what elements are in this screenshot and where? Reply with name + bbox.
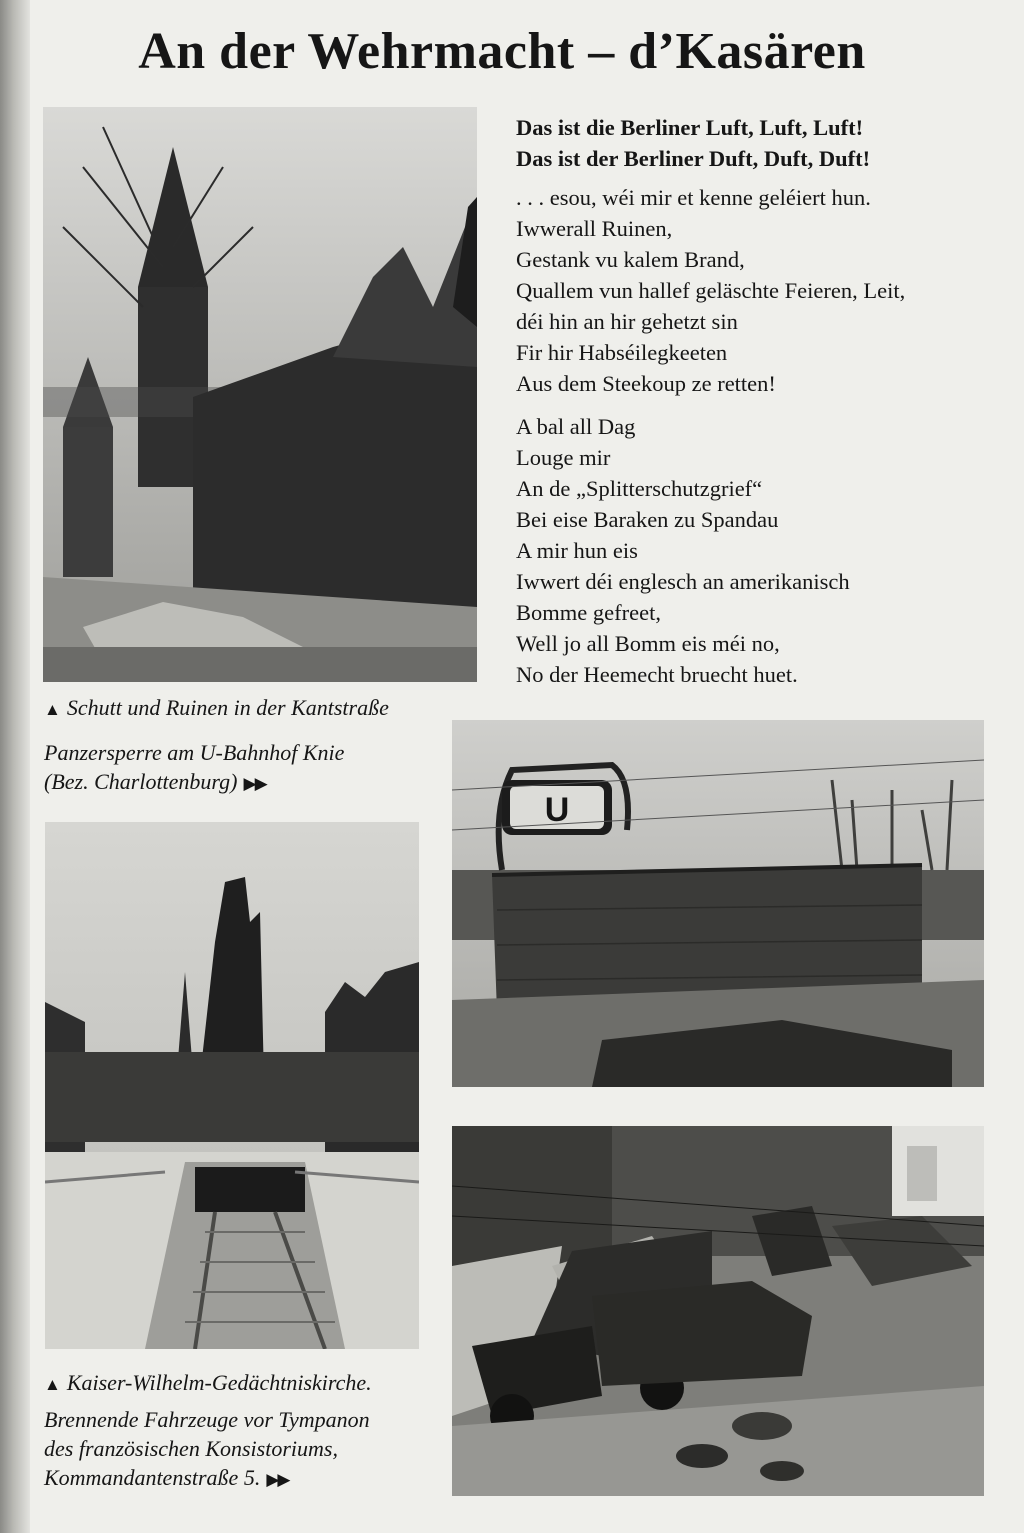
photo-ubahnhof-knie: [452, 720, 984, 1087]
page-title: An der Wehrmacht – d’Kasären: [138, 23, 866, 80]
poem-line: Well jo all Bomm eis méi no,: [516, 631, 780, 656]
caption-line: Kommandantenstraße 5.: [44, 1465, 261, 1490]
poem-line: An de „Splitterschutzgrief“: [516, 476, 763, 501]
caption-kantstrasse: [44, 693, 389, 724]
caption-line: Brennende Fahrzeuge vor Tympanon: [44, 1407, 370, 1432]
up-triangle-icon: ▲: [44, 1375, 61, 1394]
poem-line: No der Heemecht bruecht huet.: [516, 662, 798, 687]
double-right-arrow-icon: ▶▶: [243, 774, 266, 793]
caption-knie: [44, 738, 344, 798]
poem-line: Iwwert déi englesch an amerikanisch: [516, 569, 850, 594]
photo-kantstrasse-ruins: [43, 107, 477, 682]
poem-line: Bomme gefreet,: [516, 600, 661, 625]
poem-line: déi hin an hir gehetzt sin: [516, 309, 738, 334]
caption-text: Kaiser-Wilhelm-Gedächtniskirche.: [66, 1370, 372, 1395]
up-triangle-icon: ▲: [44, 700, 61, 719]
poem-line: . . . esou, wéi mir et kenne geléiert hun.: [516, 185, 871, 210]
poem-line: Quallem vun hallef geläschte Feieren, Leit,: [516, 278, 906, 303]
caption-fahrzeuge: [44, 1405, 370, 1494]
caption-line: Panzersperre am U-Bahnhof Knie: [44, 740, 345, 765]
photo-gedaechtniskirche: [45, 822, 419, 1349]
poem-stanza-2: [516, 411, 996, 690]
poem-refrain: [516, 112, 996, 174]
poem-line: Louge mir: [516, 445, 611, 470]
poem-line: Gestank vu kalem Brand,: [516, 247, 745, 272]
ubahn-sign-letter: U: [544, 791, 570, 829]
poem-line: Iwwerall Ruinen,: [516, 216, 673, 241]
poem-line: Bei eise Baraken zu Spandau: [516, 507, 779, 532]
poem-line: A bal all Dag: [516, 414, 636, 439]
poem-stanza-1: [516, 182, 996, 399]
book-spine-shadow: [0, 0, 30, 1533]
caption-kirche: [44, 1368, 372, 1399]
poem-line: Fir hir Habséilegkeeten: [516, 340, 728, 365]
caption-line: (Bez. Charlottenburg): [44, 769, 238, 794]
photo-brennende-fahrzeuge: [452, 1126, 984, 1496]
double-right-arrow-icon: ▶▶: [266, 1470, 289, 1489]
poem-line: Das ist die Berliner Luft, Luft, Luft!: [516, 115, 864, 140]
caption-text: Schutt und Ruinen in der Kantstraße: [66, 695, 389, 720]
poem-line: Das ist der Berliner Duft, Duft, Duft!: [516, 146, 871, 171]
poem-line: Aus dem Steekoup ze retten!: [516, 371, 776, 396]
poem: [516, 112, 996, 702]
caption-line: des französischen Konsistoriums,: [44, 1436, 338, 1461]
poem-line: A mir hun eis: [516, 538, 638, 563]
